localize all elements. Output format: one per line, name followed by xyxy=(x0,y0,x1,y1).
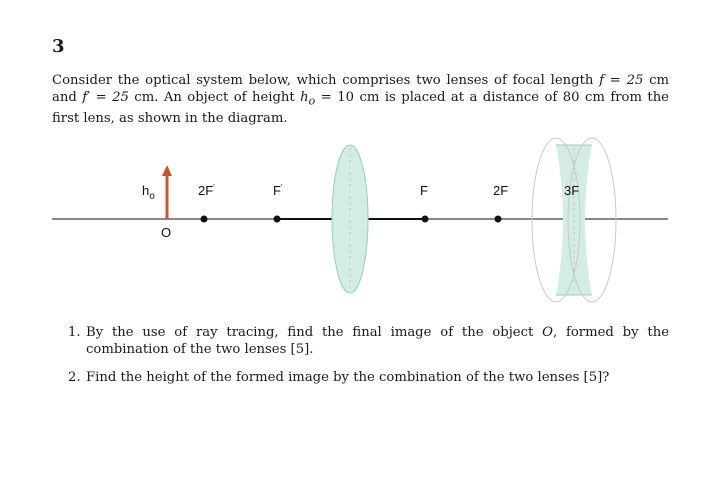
intro-text-2: cm and xyxy=(52,73,669,105)
concave-lens-fill xyxy=(540,145,610,295)
point-f xyxy=(422,216,429,223)
list-item xyxy=(68,369,669,386)
intro-text-4: cm is placed at a distance of 80 cm from the first lens, as shown in the diagram. xyxy=(52,90,669,126)
label-ho: $h_o$ xyxy=(142,183,155,202)
point-2f xyxy=(495,216,502,223)
question-list xyxy=(68,324,669,397)
list-item xyxy=(68,324,669,358)
object-height-subscript: o xyxy=(308,94,316,108)
object-height-value: = 10 xyxy=(315,90,355,105)
intro-text-1: Consider the optical system below, which comprises two lenses of focal length xyxy=(52,73,600,88)
object-arrow-head xyxy=(162,165,172,176)
object-height-symbol: h xyxy=(300,90,309,105)
item-number: 1. xyxy=(68,325,81,340)
focal-length-f-prime: f′ = 25 xyxy=(82,90,129,105)
label-object-o: O xyxy=(161,225,172,240)
item-text: By the use of ray tracing, find the final image of the object O, formed by the combination of the two lenses [5]. xyxy=(86,325,669,357)
label-2f: 2F xyxy=(493,183,509,198)
focal-length-f: f = 25 xyxy=(599,73,644,88)
label-f: F xyxy=(420,183,428,198)
label-3f: 3F xyxy=(564,183,580,198)
intro-text-3: cm. An object of height xyxy=(128,90,301,105)
question-number: 3 xyxy=(52,36,65,57)
point-2f-prime xyxy=(201,216,208,223)
item-text: Find the height of the formed image by the combination of the two lenses [5]? xyxy=(86,370,610,385)
point-f-prime xyxy=(274,216,281,223)
item-number: 2. xyxy=(68,370,81,385)
label-2f-prime: 2F' xyxy=(198,183,215,198)
label-f-prime: F' xyxy=(273,183,283,198)
